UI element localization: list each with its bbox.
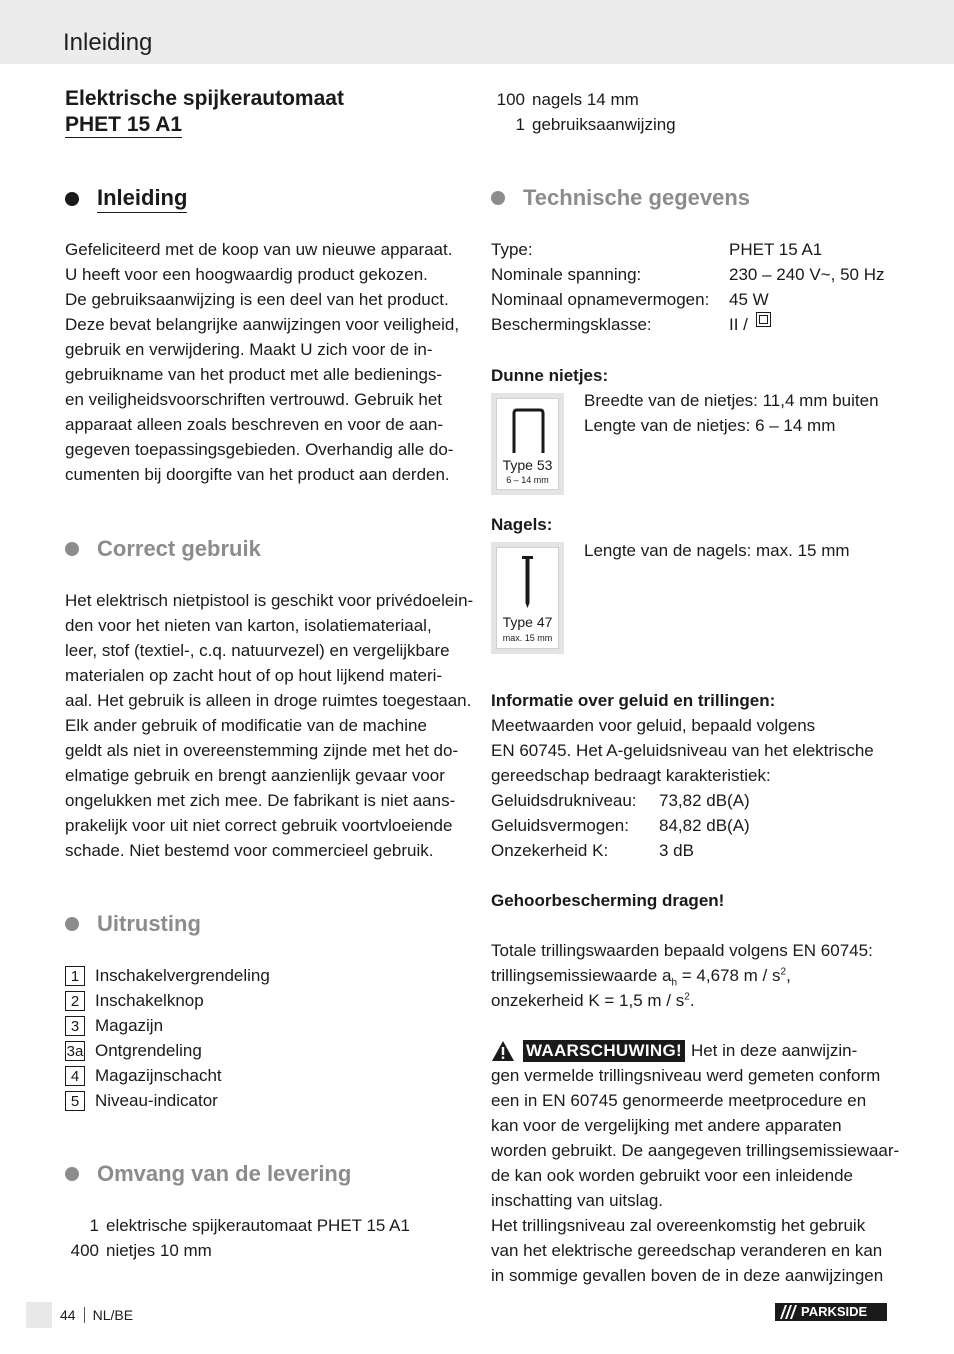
levering-list <box>65 1213 410 1263</box>
nails-spec: Lengte van de nagels: max. 15 mm <box>584 541 850 560</box>
section-heading-technisch: Technische gegevens <box>491 184 750 212</box>
sound-section: Informatie over geluid en trillingen: Meetwaarden voor geluid, bepaald volgens EN 60745. Het A-geluidsniveau van het elektrische gereedschap bedraagt karakteristiek: Geluidsdrukniveau: 73,82 dB(A) Geluidsvermogen: 84,82 dB(A) Onzekerheid K: 3 dB <box>491 688 874 863</box>
bullet-icon <box>65 1167 79 1181</box>
bullet-icon <box>491 191 505 205</box>
sound-heading: Informatie over geluid en trillingen: <box>491 691 776 710</box>
staple-type-53-icon: Type 53 6 – 14 mm <box>491 393 564 495</box>
bullet-icon <box>65 917 79 931</box>
part-number: 3a <box>66 1042 84 1060</box>
levering-list-continued <box>491 87 676 137</box>
part-number: 1 <box>65 966 85 986</box>
correct-gebruik-text: Het elektrisch nietpistool is geschikt voor privédoelein- den voor het nieten van karton, isolatiemateriaal, leer, stof (textiel-, c.q. natuurvezel) en vergelijkbare materialen op zacht hout of op hout lijkend materi- aal. Het gebruik is alleen in droge ruimtes toegestaan. Elk ander gebruik of modificatie van de machine geldt als niet in overeenstemming zijnde met het do- elmatige gebruik en brengt aanzienlijk gevaar voor ongelukken met zich mee. De fabrikant is niet aans- prakelijk voor uit niet correct gebruik voortvloeiende schade. Niet bestemd voor commercieel gebruik. <box>65 591 474 860</box>
header-title: Inleiding <box>63 29 153 56</box>
part-number: 4 <box>65 1066 85 1086</box>
list-item: 100 nagels 14 mm <box>496 90 639 109</box>
sound-row: Geluidsvermogen: 84,82 dB(A) <box>491 816 750 835</box>
nail-type-47-icon: Type 47 max. 15 mm <box>491 542 564 654</box>
brand-stripes-icon <box>777 1303 797 1321</box>
warning-badge: WAARSCHUWING! <box>523 1040 685 1062</box>
sound-row: Onzekerheid K: 3 dB <box>491 841 694 860</box>
footer-marker <box>26 1302 52 1328</box>
page-header <box>0 0 954 64</box>
list-item: 3 Magazijn <box>65 1013 270 1038</box>
bullet-icon <box>65 192 79 206</box>
language-code: NL/BE <box>92 1307 134 1323</box>
list-item: 5 Niveau-indicator <box>65 1088 270 1113</box>
spec-row: Beschermingsklasse: II / <box>491 312 884 337</box>
warning-triangle-icon <box>491 1040 515 1062</box>
section-heading-levering: Omvang van de levering <box>65 1160 351 1188</box>
part-number: 3 <box>65 1016 85 1036</box>
list-item: 3a Ontgrendeling <box>66 1041 202 1060</box>
bullet-icon <box>65 542 79 556</box>
list-item: 2 Inschakelknop <box>65 988 270 1013</box>
parkside-logo: PARKSIDE <box>775 1303 887 1321</box>
page-number: 44 <box>60 1307 76 1323</box>
spec-row: Nominale spanning: 230 – 240 V~, 50 Hz <box>491 265 885 284</box>
page-footer <box>60 1303 133 1327</box>
sound-row: Geluidsdrukniveau: 73,82 dB(A) <box>491 791 750 810</box>
section-heading-correct-gebruik: Correct gebruik <box>65 535 261 563</box>
nails-heading: Nagels: <box>491 515 553 534</box>
list-item: 4 Magazijnschacht <box>65 1063 270 1088</box>
list-item: 400 nietjes 10 mm <box>70 1241 212 1260</box>
protection-class-ii-icon <box>756 312 771 327</box>
section-heading-uitrusting: Uitrusting <box>65 910 201 938</box>
spec-row: Nominaal opnamevermogen: 45 W <box>491 290 769 309</box>
part-number: 2 <box>65 991 85 1011</box>
staples-specs: Breedte van de nietjes: 11,4 mm buiten Lengte van de nietjes: 6 – 14 mm <box>584 391 879 435</box>
footer-divider <box>84 1307 85 1323</box>
warning-block: WAARSCHUWING! Het in deze aanwijzin- gen vermelde trillingsniveau werd gemeten conform een in EN 60745 genormeerde meetprocedure en kan voor de vergelijking met andere apparaten worden gebruikt. De aangegeven trillingsemissiewaar- de kan ook worden gebruikt voor een inleidende inschatting van uitslag. Het trillingsniveau zal overeenkomstig het gebruik van het elektrische gereedschap veranderen en kan in sommige gevallen boven de in deze aanwijzingen <box>491 1040 900 1285</box>
staples-heading: Dunne nietjes: <box>491 366 609 385</box>
product-title-line2: PHET 15 A1 <box>65 113 183 136</box>
inleiding-text: Gefeliciteerd met de koop van uw nieuwe apparaat. U heeft voor een hoogwaardig product gekozen. De gebruiksaanwijzing is een deel van het product. Deze bevat belangrijke aanwijzingen voor veiligheid, gebruik en verwijdering. Maakt U zich voor de in- gebruikname van het product met alle bedienings- en veiligheidsvoorschriften vertrouwd. Gebruik het apparaat alleen zoals beschreven en voor de aan- gegeven toepassingsgebieden. Overhandig alle do- cumenten bij doorgifte van het product aan derden. <box>65 240 460 484</box>
list-item: 1 gebruiksaanwijzing <box>515 115 676 134</box>
product-title-line1: Elektrische spijkerautomaat <box>65 87 344 110</box>
hearing-protection-note: Gehoorbescherming dragen! <box>491 891 725 910</box>
product-title <box>65 86 344 138</box>
section-heading-inleiding: Inleiding <box>65 184 187 213</box>
spec-table <box>491 237 884 337</box>
list-item: 1 elektrische spijkerautomaat PHET 15 A1 <box>89 1216 410 1235</box>
vibration-values: Totale trillingswaarden bepaald volgens EN 60745: trillingsemissiewaarde $a_h = 4,678$ m / $s^2$, onzekerheid K = 1,5 m / $s^2$. <box>491 941 873 1010</box>
part-number: 5 <box>65 1091 85 1111</box>
parts-list <box>65 963 270 1113</box>
list-item: 1 Inschakelvergrendeling <box>65 963 270 988</box>
spec-row: Type: PHET 15 A1 <box>491 240 823 259</box>
